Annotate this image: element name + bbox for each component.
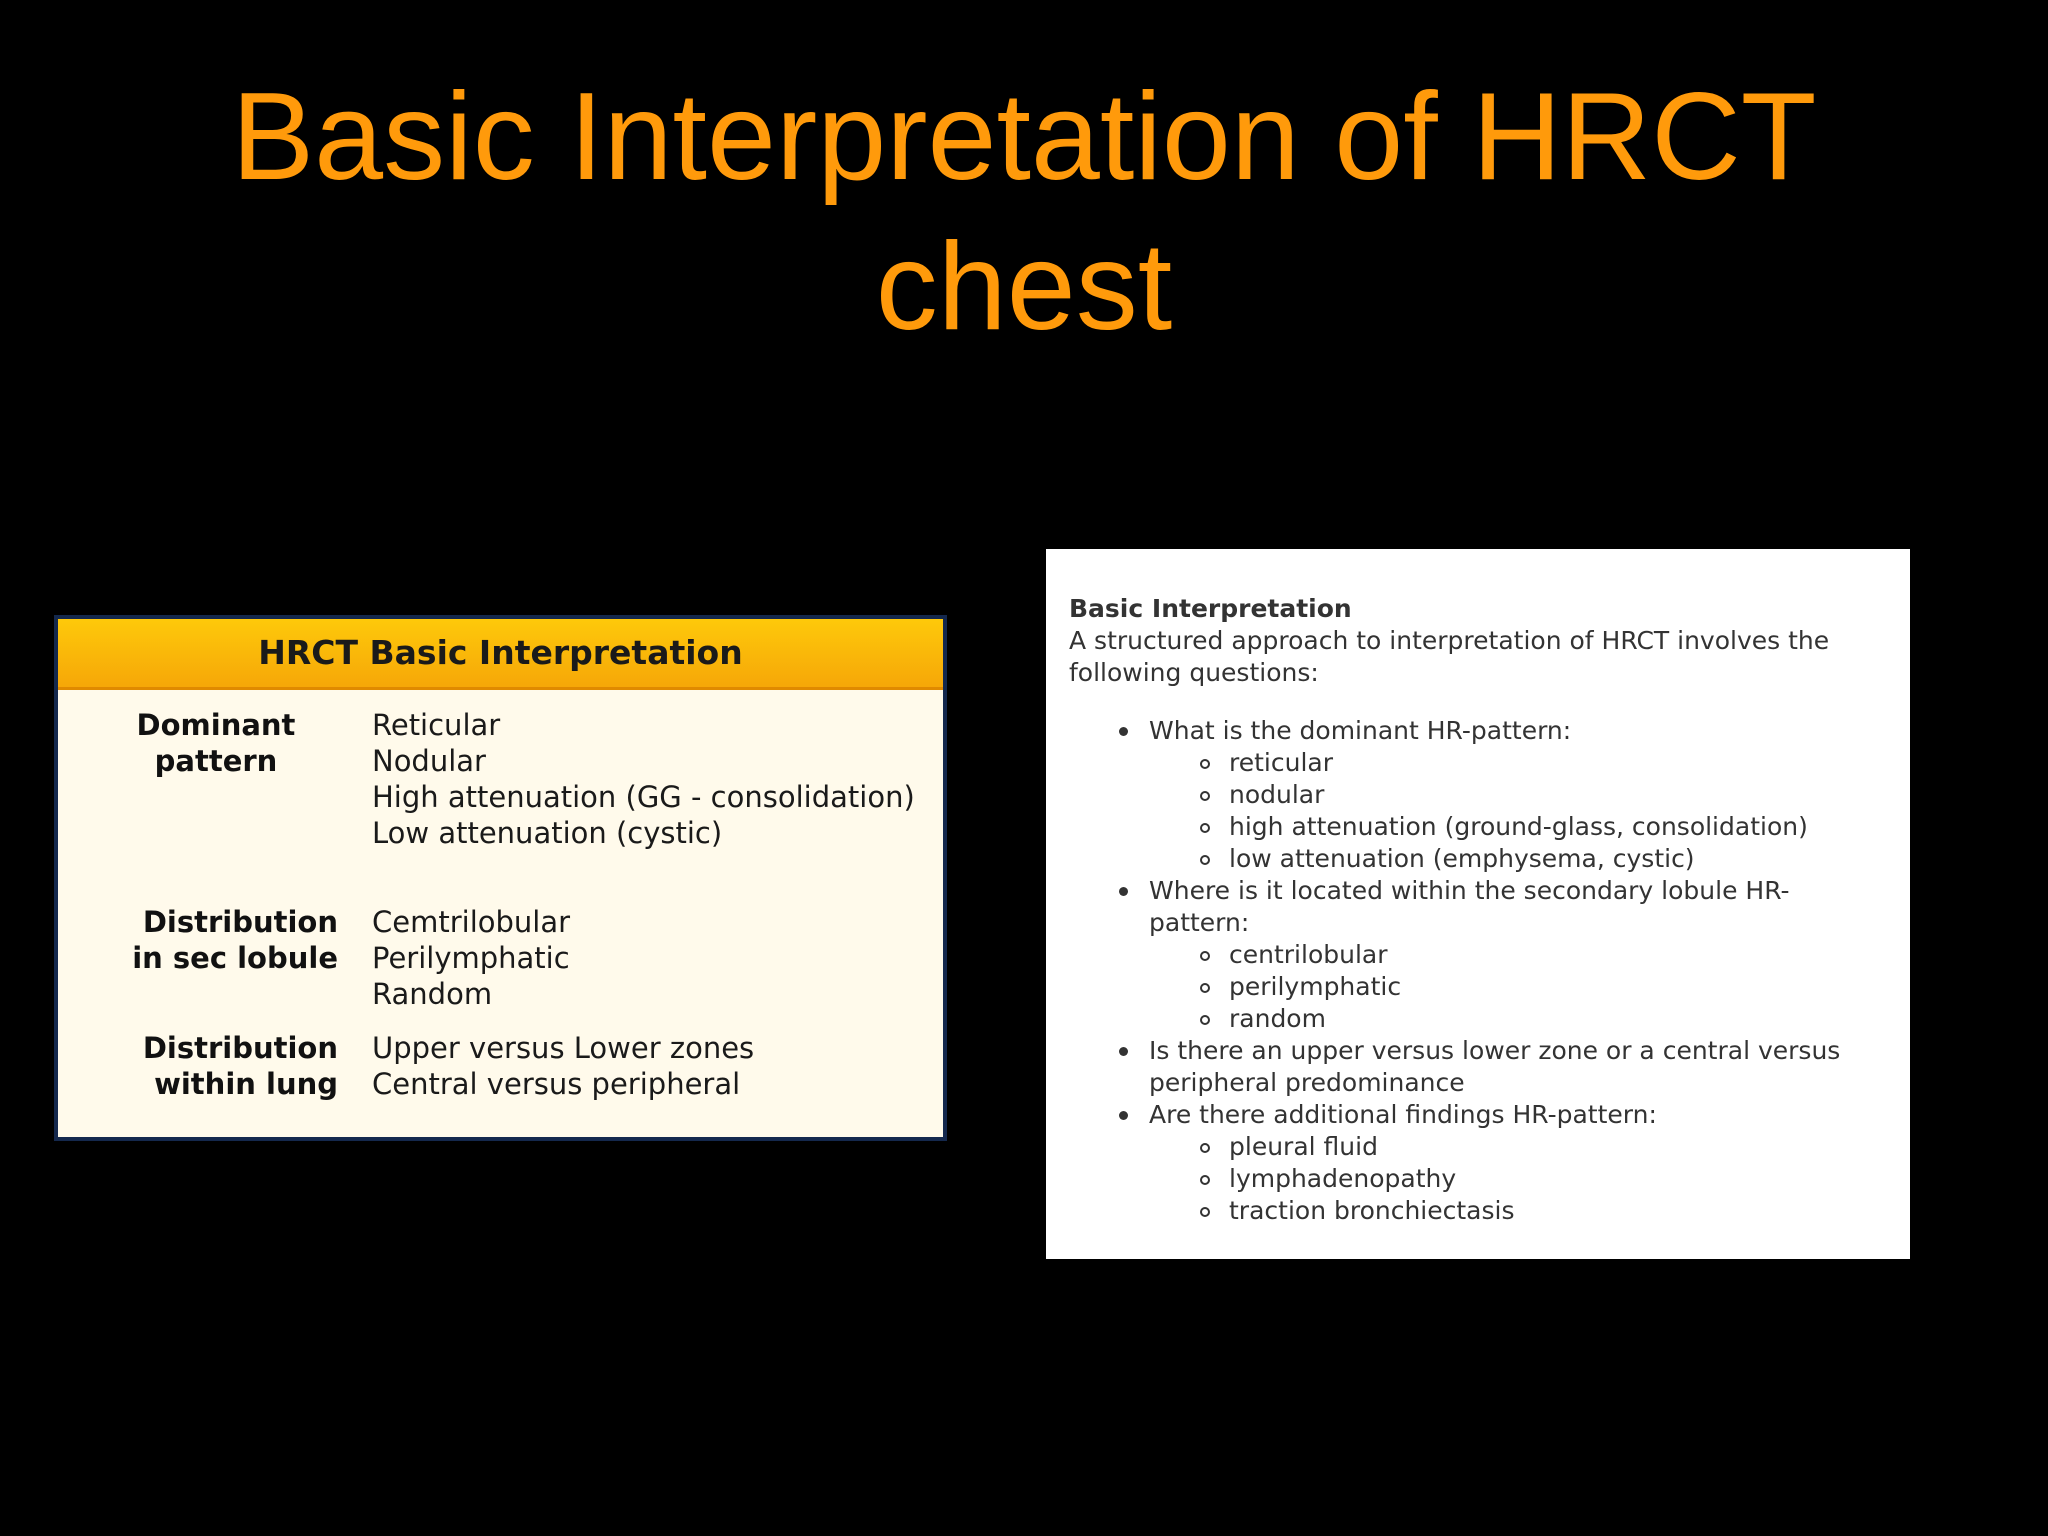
circle-bullet-icon	[1200, 951, 1210, 961]
circle-bullet-icon	[1200, 759, 1210, 769]
table-row-label	[128, 707, 304, 779]
bullet-icon	[1119, 1111, 1128, 1120]
row-label-line: in sec lobule	[132, 941, 338, 975]
sub-item-text: traction bronchiectasis	[1229, 1196, 1515, 1225]
table-value: Random	[372, 977, 493, 1011]
question-item	[1069, 1099, 1886, 1227]
circle-bullet-icon	[1200, 983, 1210, 993]
sub-item	[1149, 1163, 1886, 1195]
sub-item-text: low attenuation (emphysema, cystic)	[1229, 844, 1695, 873]
circle-bullet-icon	[1200, 791, 1210, 801]
table-value: Low attenuation (cystic)	[372, 816, 723, 850]
table-row-values	[372, 707, 915, 851]
sub-item-text: high attenuation (ground-glass, consolidation)	[1229, 812, 1808, 841]
sub-item-text: random	[1229, 1004, 1326, 1033]
bullet-icon	[1119, 887, 1128, 896]
row-label-line: within lung	[154, 1067, 338, 1101]
sub-item	[1149, 747, 1886, 779]
hrct-interpretation-table	[54, 615, 947, 1141]
sub-list	[1149, 939, 1886, 1035]
table-value: Reticular	[372, 708, 501, 742]
sub-item	[1149, 971, 1886, 1003]
table-row-label	[78, 1030, 338, 1102]
table-row-values	[372, 904, 570, 1012]
bullet-icon	[1119, 727, 1128, 736]
interpretation-text-card	[1046, 549, 1910, 1259]
sub-item	[1149, 1131, 1886, 1163]
table-value: Upper versus Lower zones	[372, 1031, 755, 1065]
card-intro: A structured approach to interpretation of HRCT involves the following questions:	[1069, 626, 1830, 687]
sub-item-text: pleural fluid	[1229, 1132, 1378, 1161]
slide-title-line-2: chest	[875, 218, 1173, 356]
row-label-line: pattern	[154, 744, 278, 778]
sub-item	[1149, 811, 1886, 843]
circle-bullet-icon	[1200, 1175, 1210, 1185]
sub-item-text: reticular	[1229, 748, 1333, 777]
table-row-label	[78, 904, 338, 976]
table-value: Cemtrilobular	[372, 905, 571, 939]
sub-list	[1149, 747, 1886, 875]
sub-item-text: centrilobular	[1229, 940, 1388, 969]
circle-bullet-icon	[1200, 1015, 1210, 1025]
circle-bullet-icon	[1200, 823, 1210, 833]
circle-bullet-icon	[1200, 1143, 1210, 1153]
question-text: Is there an upper versus lower zone or a central versus peripheral predominance	[1149, 1036, 1841, 1097]
question-item	[1069, 875, 1886, 1035]
sub-item-text: nodular	[1229, 780, 1325, 809]
circle-bullet-icon	[1200, 855, 1210, 865]
sub-item	[1149, 843, 1886, 875]
sub-item	[1149, 939, 1886, 971]
bullet-icon	[1119, 1047, 1128, 1056]
row-label-line: Dominant	[136, 708, 296, 742]
card-heading: Basic Interpretation	[1069, 594, 1352, 623]
row-label-line: Distribution	[142, 1031, 338, 1065]
table-header: HRCT Basic Interpretation	[58, 619, 943, 690]
row-label-line: Distribution	[142, 905, 338, 939]
slide-title	[0, 62, 2048, 362]
table-value: Central versus peripheral	[372, 1067, 741, 1101]
question-text: Are there additional findings HR-pattern:	[1149, 1100, 1657, 1129]
question-text: Where is it located within the secondary lobule HR-pattern:	[1149, 876, 1790, 937]
slide-title-line-1: Basic Interpretation of HRCT	[231, 68, 1817, 206]
sub-item-text: lymphadenopathy	[1229, 1164, 1457, 1193]
sub-item	[1149, 779, 1886, 811]
question-list	[1069, 715, 1886, 1227]
question-item	[1069, 715, 1886, 875]
sub-item	[1149, 1003, 1886, 1035]
table-value: High attenuation (GG - consolidation)	[372, 780, 915, 814]
sub-item	[1149, 1195, 1886, 1227]
table-value: Nodular	[372, 744, 486, 778]
table-value: Perilymphatic	[372, 941, 570, 975]
sub-list	[1149, 1131, 1886, 1227]
question-item	[1069, 1035, 1886, 1099]
table-row-values	[372, 1030, 754, 1102]
circle-bullet-icon	[1200, 1207, 1210, 1217]
sub-item-text: perilymphatic	[1229, 972, 1402, 1001]
question-text: What is the dominant HR-pattern:	[1149, 716, 1572, 745]
